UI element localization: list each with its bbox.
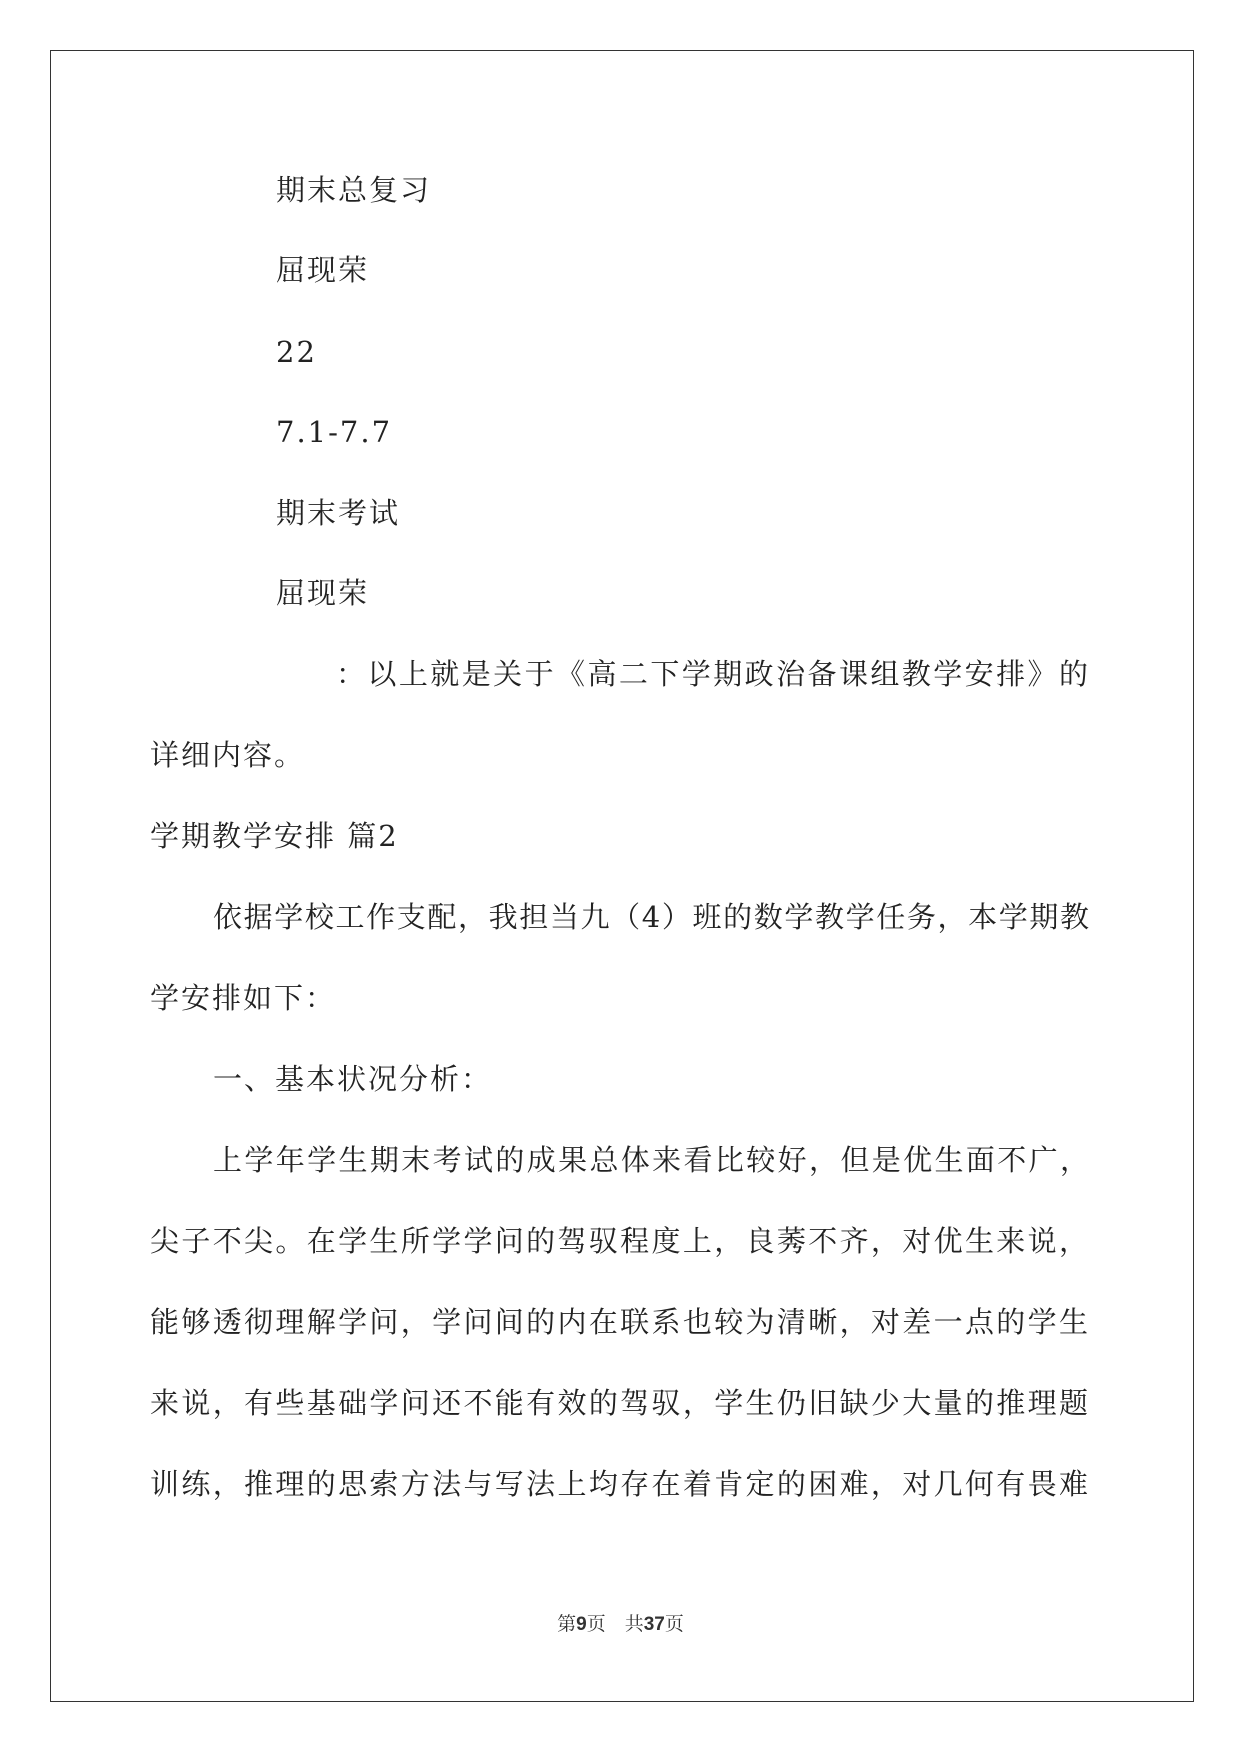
footer-middle: 页 共: [586, 1613, 644, 1635]
footer-prefix: 第: [557, 1613, 577, 1635]
table-cell-date: 7.1-7.7: [276, 415, 393, 449]
summary-line-2: 详细内容。: [150, 738, 306, 772]
table-cell-week: 22: [276, 335, 317, 369]
paragraph-line-2: 尖子不尖。在学生所学学问的驾驭程度上，良莠不齐，对优生来说，: [150, 1224, 1088, 1258]
section-title: 学期教学安排 篇2: [150, 819, 399, 853]
page-border: [50, 50, 1194, 1702]
footer-suffix: 页: [664, 1613, 684, 1635]
page-footer: [0, 1612, 1241, 1637]
footer-total-pages: 37: [643, 1614, 665, 1635]
table-cell-review: 期末总复习: [276, 173, 432, 207]
table-cell-teacher: 屈现荣: [276, 253, 370, 287]
table-cell-teacher-2: 屈现荣: [276, 576, 370, 610]
paragraph-line-5: 训练，推理的思索方法与写法上均存在着肯定的困难，对几何有畏难: [150, 1467, 1088, 1501]
heading-basic-analysis: 一、基本状况分析：: [213, 1062, 493, 1096]
paragraph-line-1: 上学年学生期末考试的成果总体来看比较好，但是优生面不广，: [213, 1143, 1089, 1177]
intro-line-2: 学安排如下：: [150, 981, 337, 1015]
table-cell-exam: 期末考试: [276, 496, 401, 530]
paragraph-line-3: 能够透彻理解学问，学问间的内在联系也较为清晰，对差一点的学生: [150, 1305, 1088, 1339]
intro-line-1: 依据学校工作支配，我担当九（4）班的数学教学任务，本学期教: [213, 900, 1089, 934]
summary-line-1: ：以上就是关于《高二下学期政治备课组教学安排》的: [336, 657, 1088, 691]
paragraph-line-4: 来说，有些基础学问还不能有效的驾驭，学生仍旧缺少大量的推理题: [150, 1386, 1088, 1420]
footer-page-number: 9: [576, 1614, 587, 1635]
